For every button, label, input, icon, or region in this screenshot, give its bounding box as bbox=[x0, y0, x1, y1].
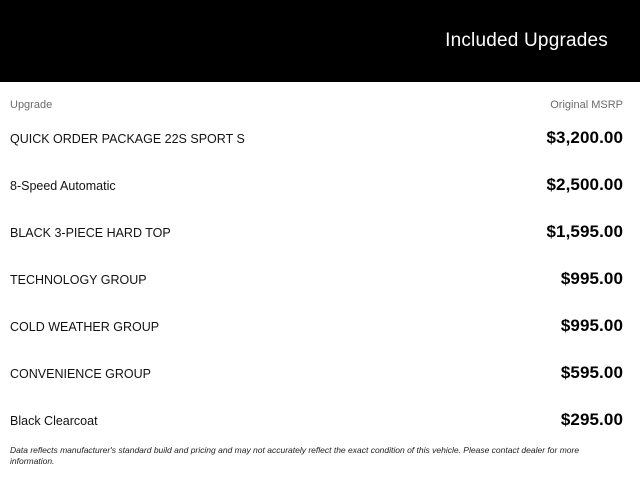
upgrade-price: $1,595.00 bbox=[546, 222, 623, 241]
upgrade-name: CONVENIENCE GROUP bbox=[10, 367, 151, 381]
upgrade-rows bbox=[10, 114, 623, 443]
table-row bbox=[10, 396, 623, 443]
disclaimer-text: Data reflects manufacturer's standard build and pricing and may not accurately reflect the exact condition of this vehicle. Please contact dealer for more information. bbox=[10, 445, 580, 466]
included-upgrades-header bbox=[0, 0, 640, 82]
table-row bbox=[10, 114, 623, 161]
upgrade-name: 8-Speed Automatic bbox=[10, 179, 116, 193]
table-row bbox=[10, 208, 623, 255]
table-row bbox=[10, 349, 623, 396]
upgrade-name: BLACK 3-PIECE HARD TOP bbox=[10, 226, 171, 240]
upgrade-price: $995.00 bbox=[560, 269, 623, 288]
upgrade-price: $2,500.00 bbox=[546, 175, 623, 194]
table-row bbox=[10, 302, 623, 349]
column-header-upgrade: Upgrade bbox=[10, 99, 53, 111]
table-row bbox=[10, 255, 623, 302]
upgrade-name: COLD WEATHER GROUP bbox=[10, 320, 160, 334]
upgrade-price: $3,200.00 bbox=[546, 128, 623, 147]
upgrade-name: Black Clearcoat bbox=[10, 414, 98, 428]
page-title: Included Upgrades bbox=[445, 30, 608, 51]
upgrade-price: $295.00 bbox=[560, 410, 623, 429]
table-row bbox=[10, 161, 623, 208]
column-header-original-msrp: Original MSRP bbox=[550, 99, 623, 111]
table-header-row bbox=[10, 98, 623, 112]
upgrades-table bbox=[0, 98, 640, 467]
upgrade-name: TECHNOLOGY GROUP bbox=[10, 273, 147, 287]
upgrade-price: $995.00 bbox=[560, 316, 623, 335]
upgrade-name: QUICK ORDER PACKAGE 22S SPORT S bbox=[10, 132, 245, 146]
upgrade-price: $595.00 bbox=[560, 363, 623, 382]
